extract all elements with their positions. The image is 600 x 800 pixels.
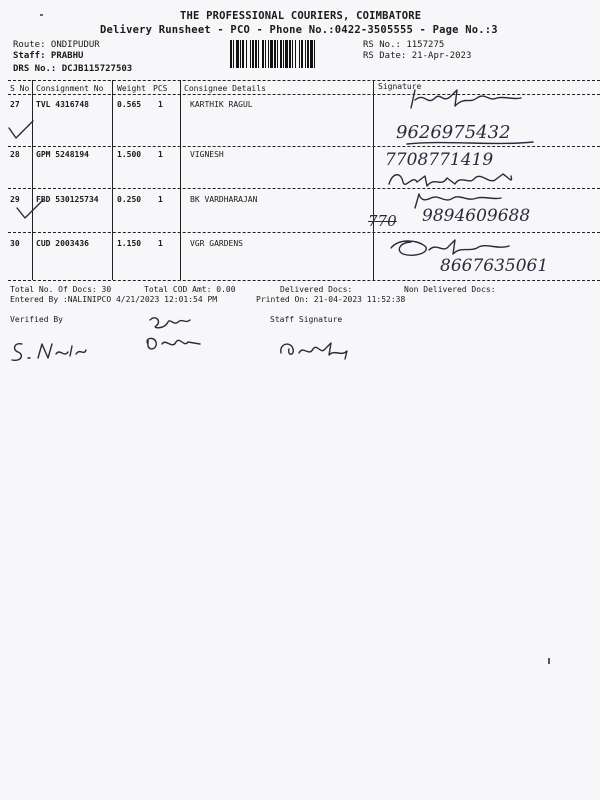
column-divider: [112, 80, 113, 280]
row-pcs: 1: [158, 150, 163, 159]
printed-on: Printed On: 21-04-2023 11:52:38: [256, 295, 406, 304]
company-title: THE PROFESSIONAL COURIERS, COIMBATORE: [180, 10, 422, 22]
column-divider: [373, 80, 374, 280]
row-weight: 0.250: [117, 195, 142, 204]
row-rule: [8, 232, 600, 233]
row-sno: 27: [10, 100, 20, 109]
row-pcs: 1: [158, 100, 163, 109]
entered-by: Entered By :NALINIPCO 4/21/2023 12:01:54 PM: [10, 295, 218, 304]
row-consignee: VGR GARDENS: [190, 239, 243, 248]
col-header-pcs: PCS: [153, 84, 168, 93]
row-weight: 1.500: [117, 150, 142, 159]
route-label: Route: ONDIPUDUR: [13, 40, 100, 50]
total-docs: Total No. Of Docs: 30: [10, 285, 112, 294]
delivered-docs: Delivered Docs:: [280, 285, 353, 294]
row-consignment: FBD 530125734: [36, 195, 99, 204]
row-consignment: GPM 5248194: [36, 150, 89, 159]
check-mark-icon: [6, 118, 36, 142]
handwritten-phone: 9626975432: [396, 122, 511, 143]
staff-signature-scribble: [275, 335, 355, 365]
verifier-initials: [140, 310, 210, 360]
row-pcs: 1: [158, 239, 163, 248]
barcode: [230, 40, 360, 68]
column-divider: [32, 80, 33, 280]
runsheet-subtitle: Delivery Runsheet - PCO - Phone No.:0422-3505555 - Page No.:3: [100, 24, 498, 36]
col-header-consignment: Consignment No: [36, 84, 104, 93]
non-delivered-docs: Non Delivered Docs:: [404, 285, 496, 294]
check-mark-icon: [14, 196, 46, 222]
col-header-signature: Signature: [378, 82, 422, 91]
staff-signature-label: Staff Signature: [270, 315, 343, 324]
signature-scribble: [405, 86, 525, 114]
scan-speck: [40, 14, 43, 16]
verifier-signature: [8, 336, 88, 366]
column-divider: [180, 80, 181, 280]
col-header-weight: Weight: [117, 84, 146, 93]
col-header-sno: S No: [10, 84, 30, 93]
table-bottom-rule: [8, 280, 600, 281]
row-sno: 28: [10, 150, 20, 159]
verified-by-label: Verified By: [10, 315, 63, 324]
row-sno: 29: [10, 195, 20, 204]
row-pcs: 1: [158, 195, 163, 204]
row-consignment: TVL 4316748: [36, 100, 89, 109]
row-consignee: BK VARDHARAJAN: [190, 195, 258, 204]
handwritten-phone: 8667635061: [440, 256, 549, 276]
row-consignee: VIGNESH: [190, 150, 224, 159]
total-cod: Total COD Amt: 0.00: [144, 285, 236, 294]
row-consignee: KARTHIK RAGUL: [190, 100, 253, 109]
row-weight: 0.565: [117, 100, 142, 109]
col-header-consignee: Consignee Details: [184, 84, 266, 93]
drs-number: DRS No.: DCJB115727503: [13, 64, 133, 74]
handwritten-phone: 7708771419: [385, 150, 494, 170]
underline-stroke: [405, 138, 535, 148]
rs-date: RS Date: 21-Apr-2023: [363, 51, 472, 61]
staff-label: Staff: PRABHU: [13, 51, 84, 61]
row-weight: 1.150: [117, 239, 142, 248]
handwritten-phone: 9894609688: [422, 206, 531, 226]
table-top-rule: [8, 80, 600, 81]
row-consignment: CUD 2003436: [36, 239, 89, 248]
rs-number: RS No.: 1157275: [363, 40, 445, 50]
row-sno: 30: [10, 239, 20, 248]
handwritten-phone-struck: 770: [368, 212, 397, 230]
scan-speck: [548, 658, 550, 664]
signature-scribble: [385, 168, 525, 192]
